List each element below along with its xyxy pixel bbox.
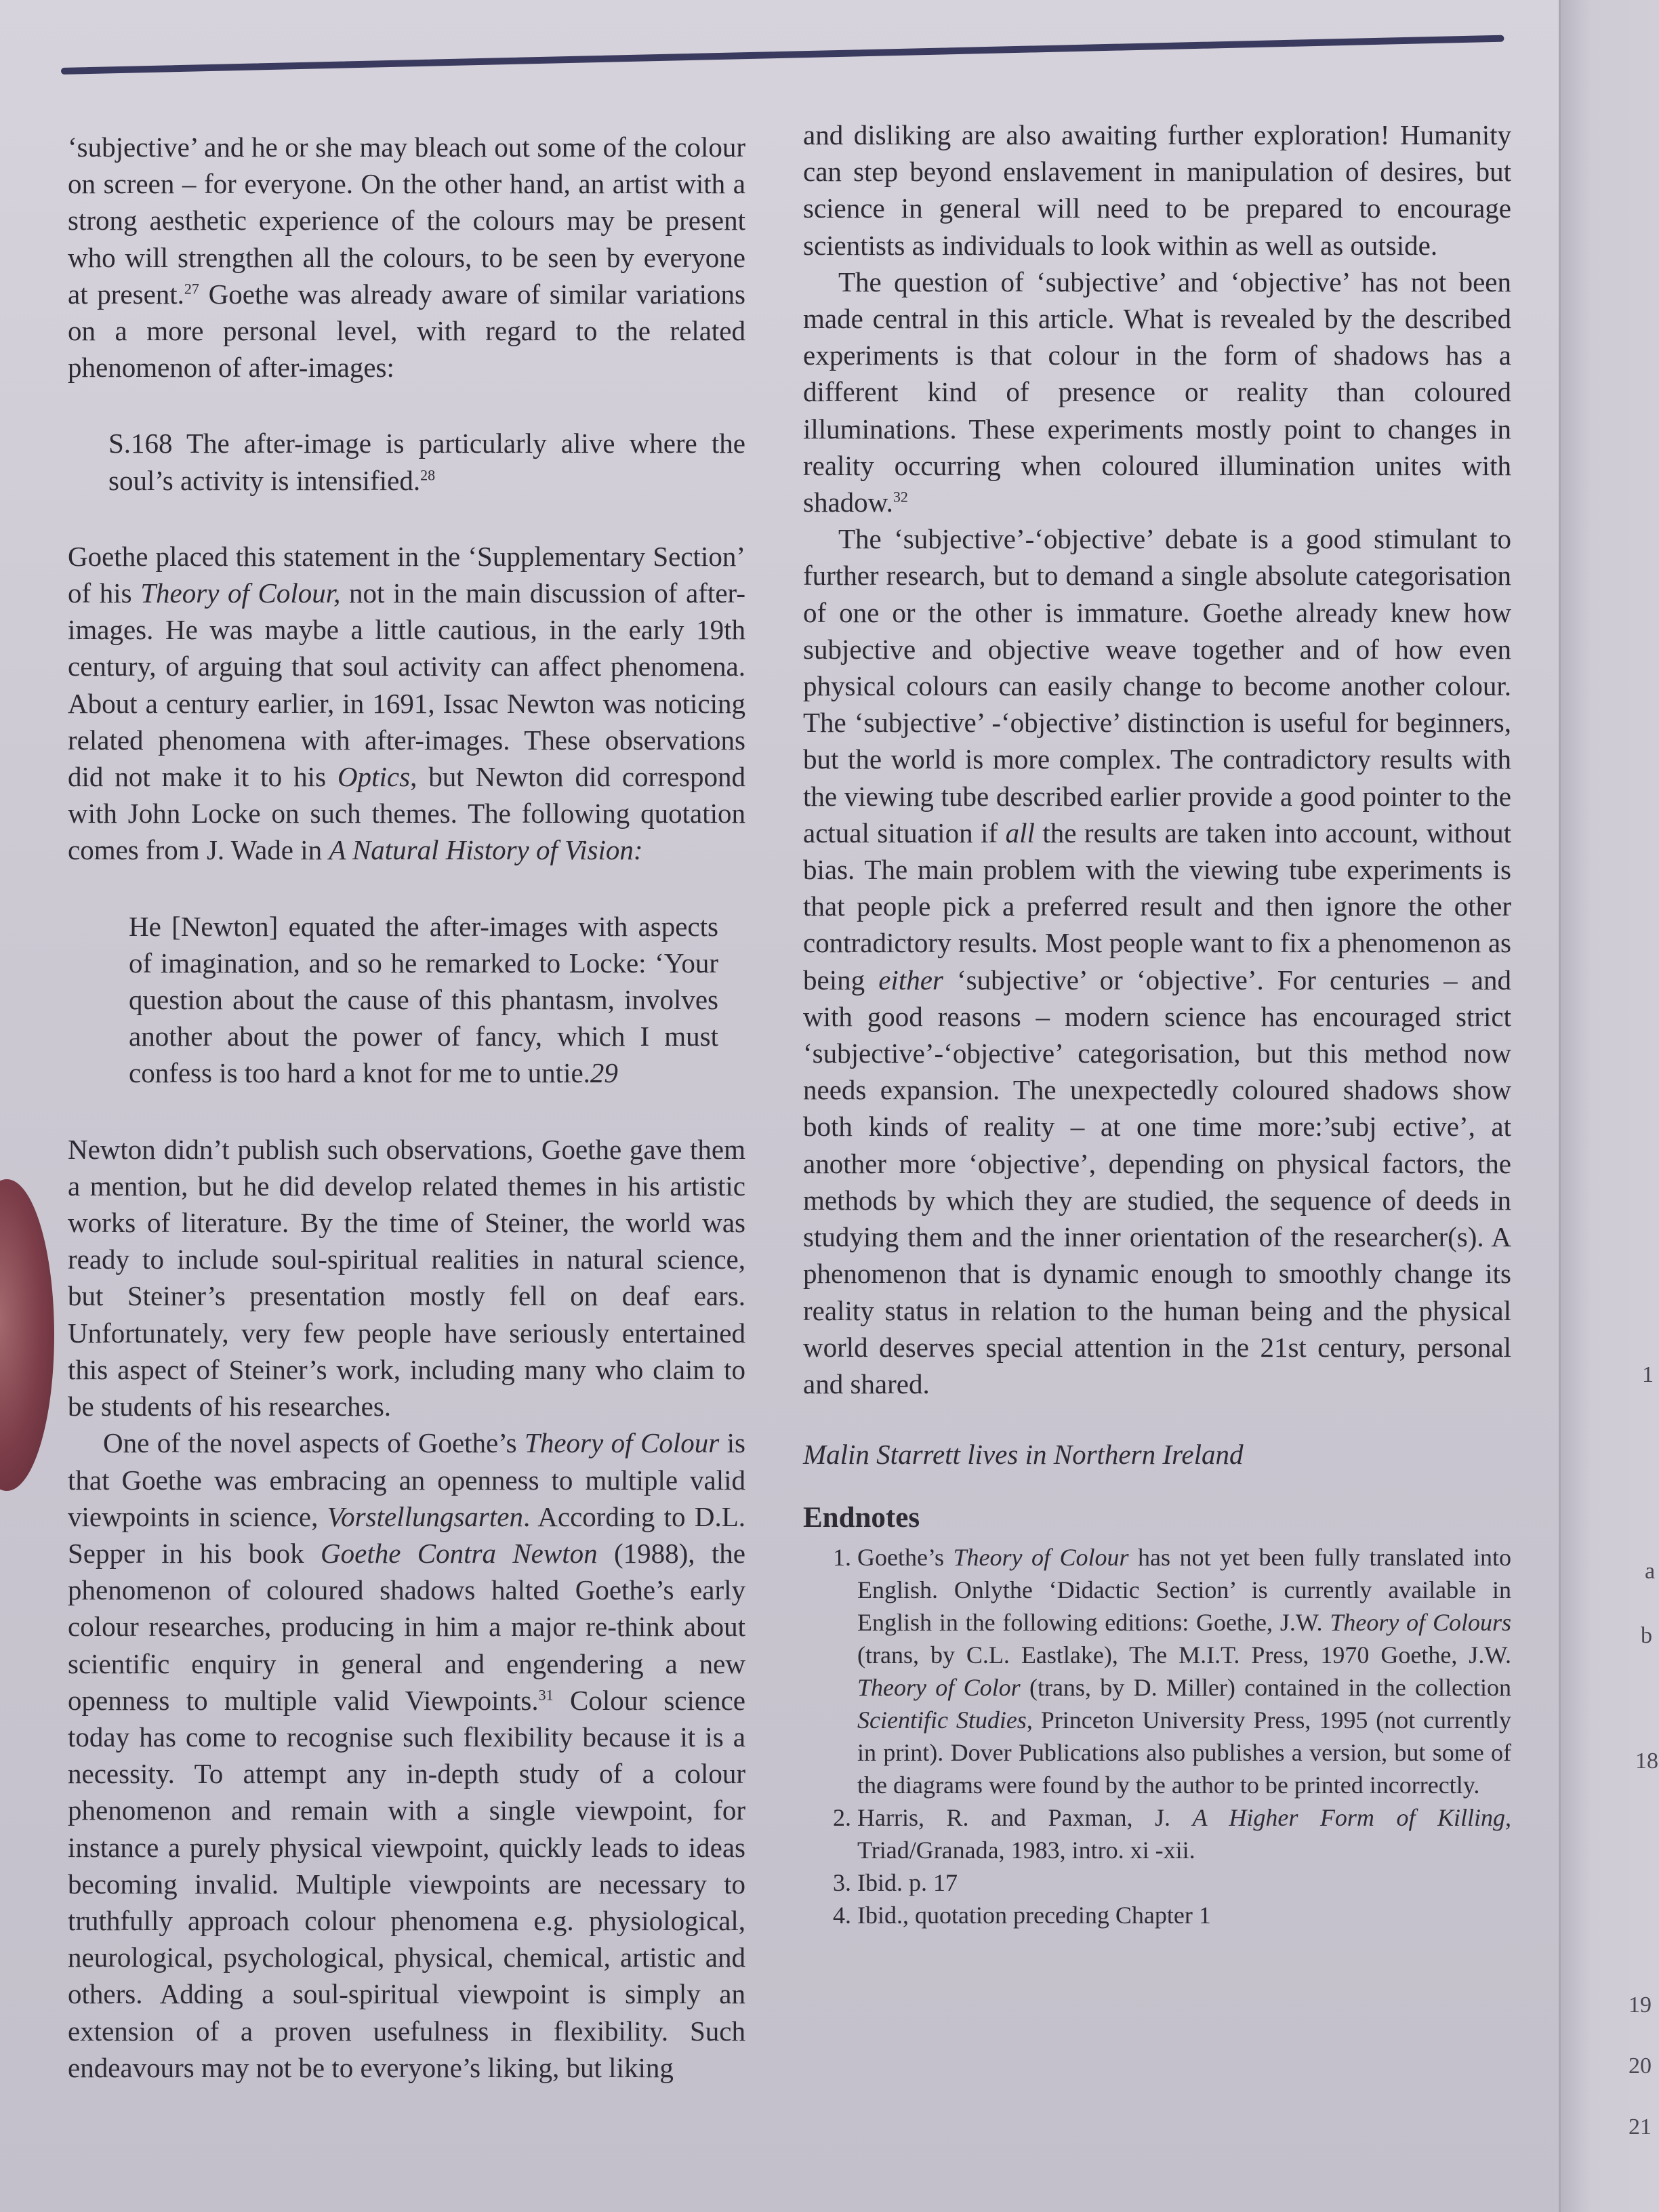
adjacent-page-edge	[1559, 0, 1659, 2212]
edge-fragment: 18	[1635, 1748, 1658, 1774]
paragraph: The ‘subjective’-‘objective’ debate is a good stimulant to further research, but to demand a single absolute categorisation of one or the other is immature. Goethe already knew how subjective and objective weave together and of how even physical colours can easily change to become another colour. The ‘subjective’ -‘objective’ distinction is useful for beginners, but the world is more complex. The contradictory results with the viewing tube described earlier provide a good pointer to the actual situation if all the results are taken into account, without bias. The main problem with the viewing tube experiments is that people pick a preferred result and then ignore the other contradictory results. Most people want to fix a phenomenon as being either ‘subjective’ or ‘objective’. For centuries – and with good reasons – modern science has encouraged strict ‘subjective’-‘objective’ categorisation, but this method now needs expansion. The unexpectedly coloured shadows show both kinds of reality – at one time more:’subj ective’, at another more ‘objective’, depending on physical factors, the methods by which they are studied, the sequence of deeds in studying them and the inner orientation of the researcher(s). A phenomenon that is dynamic enough to smoothly change its reality status in relation to the human being and the physical world deserves special attention in the 21st century, personal and shared.	[803, 523, 1511, 1399]
edge-fragment: 1	[1642, 1362, 1654, 1387]
paragraph: Goethe placed this statement in the ‘Supplementary Section’ of his Theory of Colour, not in the main discussion of after-images. He was maybe a little cautious, in the early 19th century, of arguing that soul activity can affect phenomena. About a century earlier, in 1691, Issac Newton was noticing related phenomena with after-images. These observations did not make it to his Optics, but Newton did correspond with John Locke on such themes. The following quotation comes from J. Wade in A Natural History of Vision:	[68, 540, 746, 866]
endnotes-heading: Endnotes	[803, 1502, 920, 1534]
block-quote: He [Newton] equated the after-images with aspects of imagination, and so he remarked to Locke: ‘Your question about the cause of this phantasm, involves another about the power of fancy, which I must confess is too hard a knot for me to untie.29	[129, 910, 718, 1089]
block-quote: S.168 The after-image is particularly alive where the soul’s activity is intensified.$^{28}$	[108, 428, 745, 496]
author-byline: Malin Starrett lives in Northern Ireland	[803, 1439, 1244, 1471]
endnote-item: 1. Goethe’s Theory of Colour has not yet been fully translated into English. Onlythe ‘Didactic Section’ is currently available in English in the following editions: Goethe, J.W. Theory of Colours (trans, by C.L. Eastlake), The M.I.T. Press, 1970 Goethe, J.W. Theory of Color (trans, by D. Miller) contained in the collection Scientific Studies, Princeton University Press, 1995 (not currently in print). Dover Publications also publishes a version, but some of the diagrams were found by the author to be printed incorrectly.	[857, 1541, 1511, 1801]
paragraph: The question of ‘subjective’ and ‘objective’ has not been made central in this article. What is revealed by the described experiments is that colour in the form of shadows has a different kind of presence or reality than coloured illuminations. These experiments mostly point to changes in reality occurring when coloured illumination unites with shadow.$^{32}$	[803, 266, 1511, 518]
endnote-item: 3. Ibid. p. 17	[857, 1866, 1511, 1899]
edge-fragment: 21	[1629, 2114, 1652, 2139]
edge-fragment: b	[1641, 1623, 1652, 1648]
left-column	[68, 129, 745, 2086]
header-rule	[61, 35, 1504, 75]
paragraph: ‘subjective’ and he or she may bleach out some of the colour on screen – for everyone. On the other hand, an artist with a strong aesthetic experience of the colours may be present who will strengthen all the colours, to be seen by everyone at present.$^{27}$ Goethe was already aware of similar variations on a more personal level, with regard to the related phenomenon of after-images:	[68, 131, 746, 384]
edge-fragment: 20	[1629, 2053, 1652, 2078]
edge-fragment: 19	[1629, 1992, 1652, 2018]
right-column	[803, 117, 1511, 1931]
endnote-item: 4. Ibid., quotation preceding Chapter 1	[857, 1899, 1511, 1931]
thumb-shadow	[0, 1179, 54, 1491]
paragraph: One of the novel aspects of Goethe’s Theory of Colour is that Goethe was embracing an openness to multiple valid viewpoints in science, Vorstellungsarten. According to D.L. Sepper in his book Goethe Contra Newton (1988), the phenomenon of coloured shadows halted Goethe’s early colour researches, producing in him a major re-think about scientific enquiry in general and engendering a new openness to multiple valid Viewpoints.$^{31}$ Colour science today has come to recognise such flexibility because it is a necessity. To attempt any in-depth study of a colour phenomenon and remain with a single viewpoint, for instance a purely physical viewpoint, quickly leads to ideas becoming invalid. Multiple viewpoints are necessary to truthfully approach colour phenomena e.g. physiological, neurological, psychological, physical, chemical, artistic and others. Adding a soul-spiritual viewpoint is simply an extension of a proven usefulness in flexibility. Such endeavours may not be to everyone’s liking, but liking	[68, 1427, 745, 2083]
edge-fragment: a	[1645, 1559, 1656, 1584]
paragraph: and disliking are also awaiting further exploration! Humanity can step beyond enslavement in manipulation of desires, but science in general will need to be prepared to encourage scientists as individuals to look within as well as outside.	[803, 119, 1511, 261]
endnotes-list	[803, 1541, 1511, 1931]
endnote-item: 2. Harris, R. and Paxman, J. A Higher Form of Killing, Triad/Granada, 1983, intro. xi -xii.	[857, 1801, 1511, 1866]
paragraph: Newton didn’t publish such observations, Goethe gave them a mention, but he did develop related themes in his artistic works of literature. By the time of Steiner, the world was ready to include soul-spiritual realities in natural science, but Steiner’s presentation mostly fell on deaf ears. Unfortunately, very few people have seriously entertained this aspect of Steiner’s work, including many who claim to be students of his researches.	[68, 1133, 745, 1422]
